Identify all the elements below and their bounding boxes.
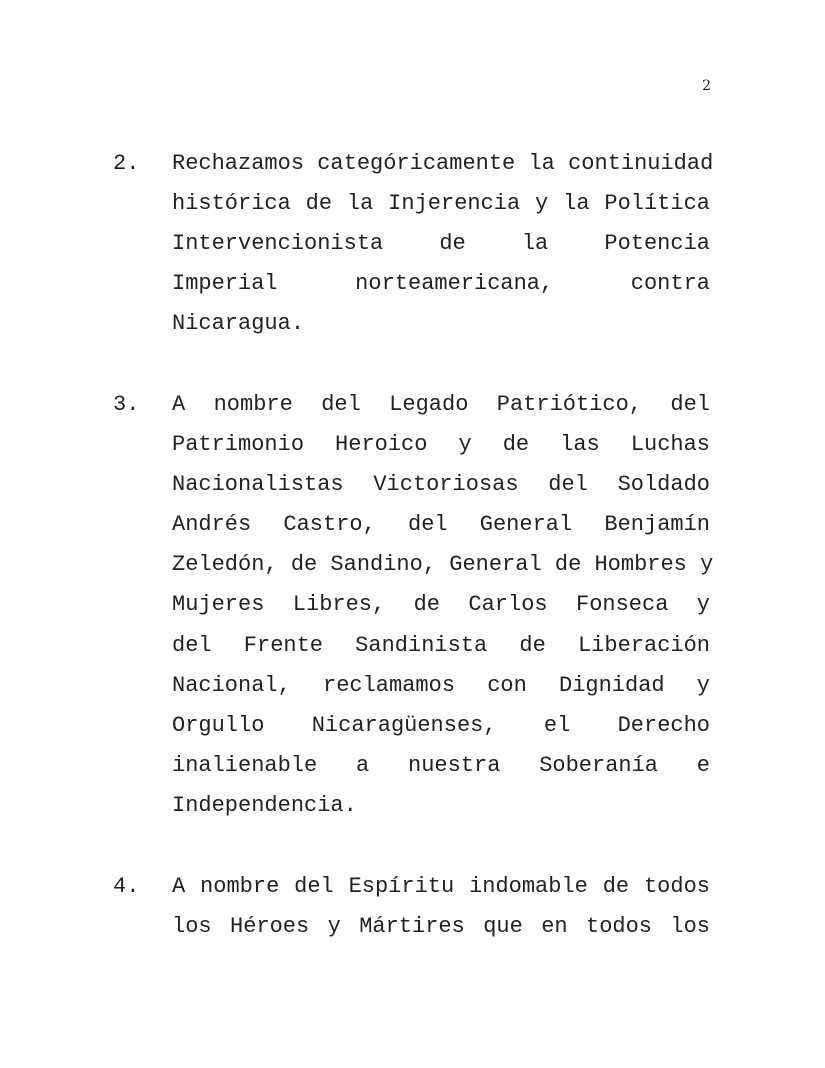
text-line: Nacionalistas Victoriosas del Soldado xyxy=(172,472,710,498)
text-line: histórica de la Injerencia y la Política xyxy=(172,191,710,217)
text-line: del Frente Sandinista de Liberación xyxy=(172,632,710,658)
item-number: 3. xyxy=(113,392,140,417)
text-line: inalienable a nuestra Soberanía e xyxy=(172,752,710,778)
text-line: A nombre del Legado Patriótico, del xyxy=(172,392,710,417)
text-line: Orgullo Nicaragüenses, el Derecho xyxy=(172,712,710,738)
item-number: 4. xyxy=(113,874,140,899)
item-paragraph xyxy=(172,144,714,344)
text-line: Imperial norteamericana, contra xyxy=(172,271,710,297)
page-number: 2 xyxy=(702,78,711,94)
text-line: Zeledón, de Sandino, General de Hombres y xyxy=(172,552,714,578)
text-line: Andrés Castro, del General Benjamín xyxy=(172,512,710,538)
list-item-2 xyxy=(113,144,714,344)
list-item-3 xyxy=(113,385,714,826)
text-line: Independencia. xyxy=(172,792,357,818)
text-line: Nacional, reclamamos con Dignidad y xyxy=(172,672,710,698)
text-line: Patrimonio Heroico y de las Luchas xyxy=(172,432,710,458)
item-number: 2. xyxy=(113,151,140,176)
text-line: Rechazamos categóricamente la continuidad xyxy=(172,151,714,176)
text-line: los Héroes y Mártires que en todos los xyxy=(172,914,710,940)
item-paragraph xyxy=(172,867,710,947)
text-line: A nombre del Espíritu indomable de todos xyxy=(172,874,710,899)
text-line: Mujeres Libres, de Carlos Fonseca y xyxy=(172,592,710,618)
list-item-4 xyxy=(113,867,710,947)
text-line: Nicaragua. xyxy=(172,311,305,337)
item-paragraph xyxy=(172,385,714,826)
text-line: Intervencionista de la Potencia xyxy=(172,231,710,257)
